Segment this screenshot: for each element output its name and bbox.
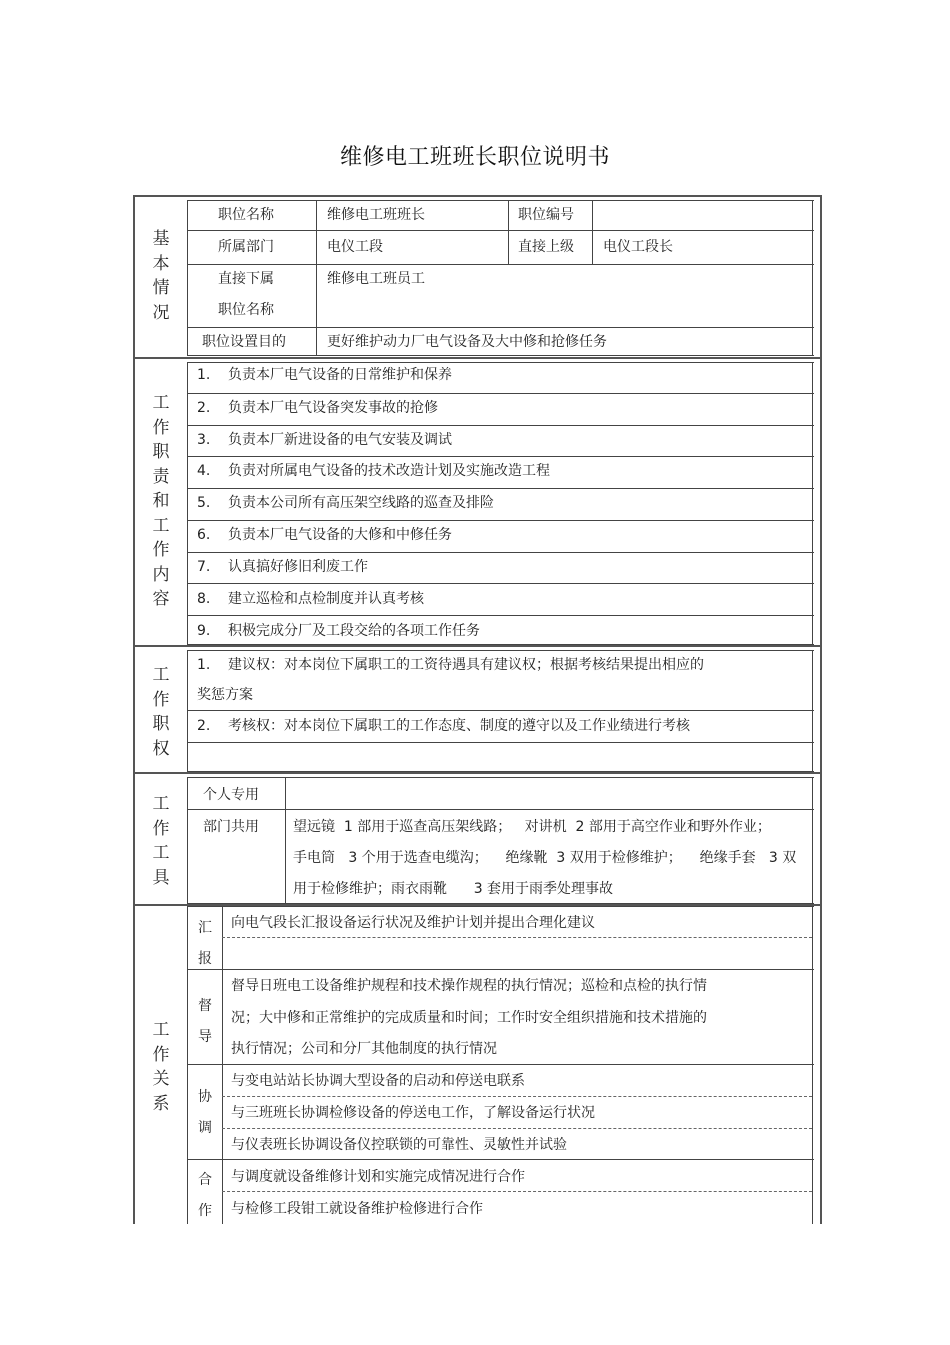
- relation-label-cooperate: 合 作: [198, 1172, 212, 1219]
- relation-cooperate-item: 与检修工段钳工就设备维护检修进行合作: [231, 1201, 483, 1217]
- department-value: 电仪工段: [327, 239, 383, 255]
- department-label: 所属部门: [218, 239, 274, 255]
- tools-shared-label: 部门共用: [203, 819, 259, 835]
- subordinate-value: 维修电工班员工: [327, 271, 425, 287]
- document-title: 维修电工班班长职位说明书: [339, 145, 610, 170]
- tools-shared-line1: 望远镜 1 部用于巡查高压架线路； 对讲机 2 部用于高空作业和野外作业；: [293, 819, 771, 835]
- relation-coordinate-item: 与三班班长协调检修设备的停送电工作，了解设备运行状况: [231, 1105, 595, 1121]
- section-basic-info: [133, 195, 822, 361]
- section-duties: 工 作 职 责 和 工 作 内 容 1. 负责本厂电气设备的日常维护和保养 2. 负责本厂电气设备突发事故的抢修 3. 负责本厂新进设备的电气安装及调试 4. 负责对所属电气设备的技术改造计划及实施改造工程 5. 负责本公司所有高压架空线路的巡查及排险 6. 负责本厂电气设备的大修和中修任务 7. 认真搞好修旧利废工作 8. 建立巡检和点检制度并认真考核 9. 积极完成分厂及工段交给的各项工作任务: [133, 357, 822, 649]
- purpose-value: 更好维护动力厂电气设备及大中修和抢修任务: [327, 334, 607, 350]
- section-label-authority: 工 作 职 权: [152, 665, 170, 759]
- relation-coordinate-item: 与变电站站长协调大型设备的启动和停送电联系: [231, 1073, 525, 1089]
- section-tools: [133, 772, 822, 908]
- section-relations: [133, 904, 822, 1224]
- authority-item1-line1: 建议权：对本岗位下属职工的工资待遇具有建议权；根据考核结果提出相应的: [228, 657, 704, 673]
- relation-report-text: 向电气段长汇报设备运行状况及维护计划并提出合理化建议: [231, 915, 595, 931]
- section-label-duties: 工 作 职 责 和 工 作 内 容: [152, 393, 170, 609]
- authority-item1-line2: 奖惩方案: [197, 687, 253, 703]
- authority-item1-no: 1.: [197, 657, 211, 673]
- authority-item2-no: 2.: [197, 718, 211, 734]
- subordinate-label-line2: 职位名称: [218, 302, 274, 318]
- position-name-label: 职位名称: [218, 207, 274, 223]
- tools-personal-label: 个人专用: [203, 787, 259, 803]
- position-name-value: 维修电工班班长: [327, 207, 425, 223]
- superior-label: 直接上级: [518, 239, 574, 255]
- subordinate-label-line1: 直接下属: [218, 271, 274, 287]
- section-label-tools: 工 作 工 具: [152, 794, 170, 888]
- relation-supervise-line3: 执行情况；公司和分厂其他制度的执行情况: [231, 1041, 497, 1057]
- tools-shared-line3: 用于检修维护；雨衣雨靴 3 套用于雨季处理事故: [293, 881, 614, 897]
- relation-label-report: 汇 报: [198, 920, 212, 967]
- relation-coordinate-item: 与仪表班长协调设备仪控联锁的可靠性、灵敏性并试验: [231, 1137, 567, 1153]
- tools-shared-line2: 手电筒 3 个用于选查电缆沟； 绝缘靴 3 双用于检修维护； 绝缘手套 3 双: [293, 850, 797, 866]
- section-label-relations: 工 作 关 系: [152, 1020, 170, 1114]
- position-no-label: 职位编号: [518, 207, 574, 223]
- authority-item2-text: 考核权：对本岗位下属职工的工作态度、制度的遵守以及工作业绩进行考核: [228, 718, 690, 734]
- superior-value: 电仪工段长: [603, 239, 673, 255]
- section-label-basic: 基 本 情 况: [152, 229, 170, 323]
- relation-supervise-line1: 督导日班电工设备维护规程和技术操作规程的执行情况；巡检和点检的执行情: [231, 978, 707, 994]
- relation-cooperate-item: 与调度就设备维修计划和实施完成情况进行合作: [231, 1169, 525, 1185]
- relation-label-coordinate: 协 调: [198, 1089, 212, 1136]
- purpose-label: 职位设置目的: [202, 334, 286, 350]
- section-authority: [133, 645, 822, 776]
- relation-supervise-line2: 况；大中修和正常维护的完成质量和时间；工作时安全组织措施和技术措施的: [231, 1010, 707, 1026]
- relation-label-supervise: 督 导: [198, 998, 212, 1045]
